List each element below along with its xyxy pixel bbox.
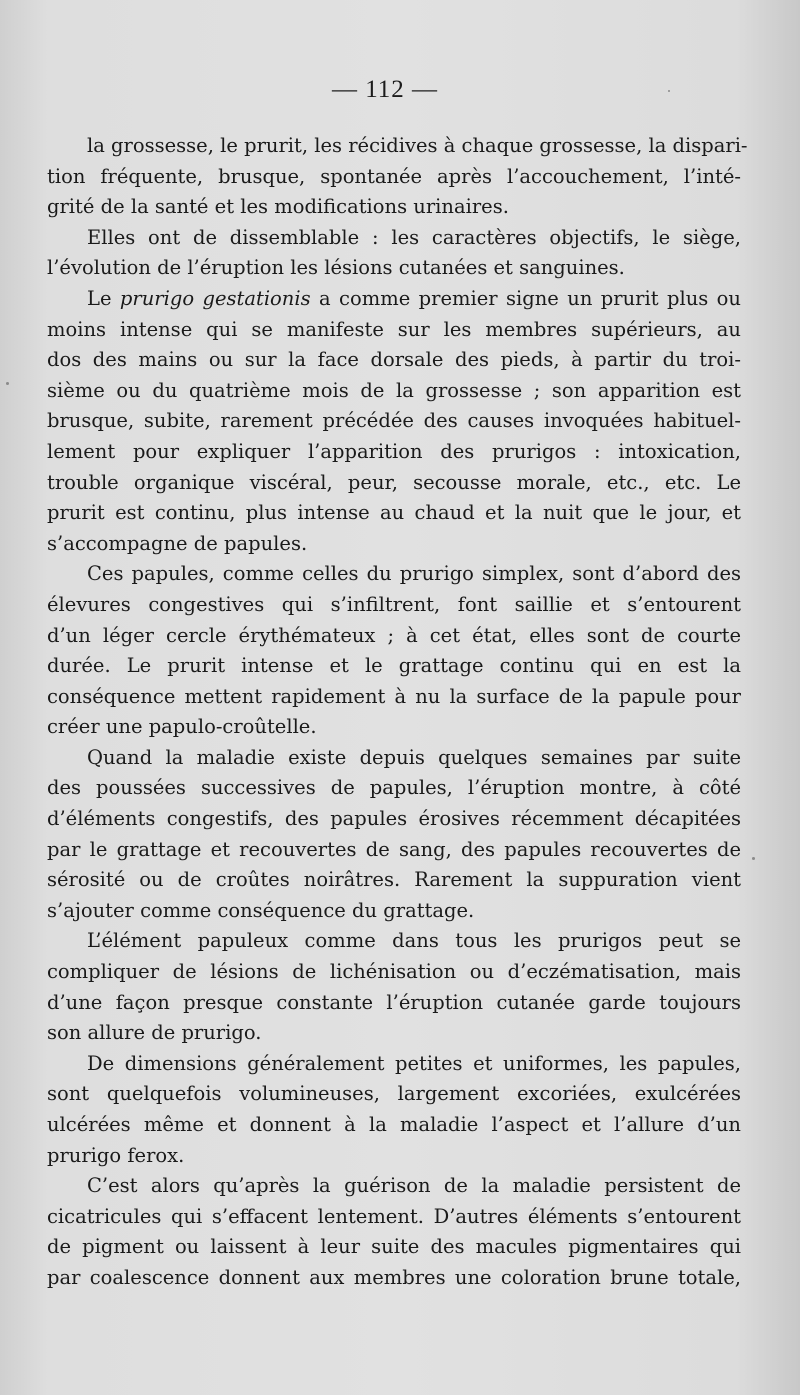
paragraph	[47, 1171, 741, 1293]
text-line: grité de la santé et les modifications urinaires.	[47, 195, 509, 219]
latin-term: prurigo gestationis	[119, 286, 311, 310]
text-line: s’ajouter comme conséquence du grattage.	[47, 898, 475, 922]
text-line: de pigment ou laissent à leur suite des macules pigmentaires qui	[47, 1235, 741, 1259]
text-line: conséquence mettent rapidement à nu la surface de la papule pour	[47, 684, 741, 708]
text-line: Le prurigo gestationis a comme premier signe un prurit plus ou	[87, 286, 741, 310]
print-speck	[668, 90, 670, 92]
text-line: créer une papulo-croûtelle.	[47, 715, 317, 739]
text-line: par le grattage et recouvertes de sang, des papules recouvertes de	[47, 837, 741, 861]
paragraph	[47, 926, 741, 1048]
text-line: brusque, subite, rarement précédée des causes invoquées habituel-	[47, 409, 741, 433]
text-line: d’un léger cercle érythémateux ; à cet état, elles sont de courte	[47, 623, 741, 647]
print-speck	[6, 382, 9, 385]
paragraph	[47, 131, 748, 223]
text-line: par coalescence donnent aux membres une coloration brune totale,	[47, 1265, 741, 1289]
text-line: la grossesse, le prurit, les récidives à chaque grossesse, la dispari-	[87, 134, 748, 157]
text-line: prurigo ferox.	[47, 1143, 185, 1167]
text-line: compliquer de lésions de lichénisation ou d’eczématisation, mais	[47, 960, 741, 984]
text-line: Quand la maladie existe depuis quelques semaines par suite	[87, 745, 741, 769]
text-line: prurit est continu, plus intense au chaud et la nuit que le jour, et	[47, 501, 741, 525]
text-line: sième ou du quatrième mois de la grossesse ; son apparition est	[47, 378, 741, 402]
text-line: sont quelquefois volumineuses, largement excoriées, exulcérées	[47, 1082, 741, 1106]
text-line: d’éléments congestifs, des papules érosives récemment décapitées	[47, 807, 741, 831]
print-speck	[752, 857, 755, 860]
page-number: — 112 —	[331, 76, 439, 103]
text-line: Ces papules, comme celles du prurigo simplex, sont d’abord des	[87, 562, 741, 586]
text-line: dos des mains ou sur la face dorsale des pieds, à partir du troi-	[47, 348, 741, 372]
text-line: lement pour expliquer l’apparition des prurigos : intoxication,	[47, 439, 741, 463]
text-line: De dimensions généralement petites et uniformes, les papules,	[87, 1051, 741, 1075]
paragraph	[47, 1049, 741, 1171]
text-line: moins intense qui se manifeste sur les membres supérieurs, au	[47, 317, 741, 341]
paragraph	[47, 743, 741, 927]
paragraph	[47, 559, 741, 743]
text-line: son allure de prurigo.	[47, 1021, 262, 1045]
body-text	[47, 131, 748, 1294]
text-line: L’élément papuleux comme dans tous les prurigos peut se	[87, 929, 741, 953]
text-line: trouble organique viscéral, peur, secousse morale, etc., etc. Le	[47, 470, 741, 494]
text-line: sérosité ou de croûtes noirâtres. Rarement la suppuration vient	[47, 868, 741, 892]
text-line: tion fréquente, brusque, spontanée après l’accouchement, l’inté-	[47, 164, 741, 188]
text-line: élevures congestives qui s’infiltrent, font saillie et s’entourent	[47, 592, 741, 616]
text-line: des poussées successives de papules, l’éruption montre, à côté	[47, 776, 741, 800]
text-line: l’évolution de l’éruption les lésions cutanées et sanguines.	[47, 256, 625, 280]
paragraph	[47, 223, 741, 284]
text-line: d’une façon presque constante l’éruption cutanée garde toujours	[47, 990, 741, 1014]
text-line: ulcérées même et donnent à la maladie l’aspect et l’allure d’un	[47, 1113, 741, 1136]
text-line: cicatricules qui s’effacent lentement. D’autres éléments s’entourent	[47, 1204, 741, 1228]
text-line: durée. Le prurit intense et le grattage continu qui en est la	[47, 654, 741, 678]
paragraph	[47, 284, 741, 559]
text-line: C’est alors qu’après la guérison de la maladie persistent de	[87, 1174, 741, 1198]
text-line: s’accompagne de papules.	[47, 531, 308, 555]
text-line: Elles ont de dissemblable : les caractères objectifs, le siège,	[87, 225, 741, 249]
